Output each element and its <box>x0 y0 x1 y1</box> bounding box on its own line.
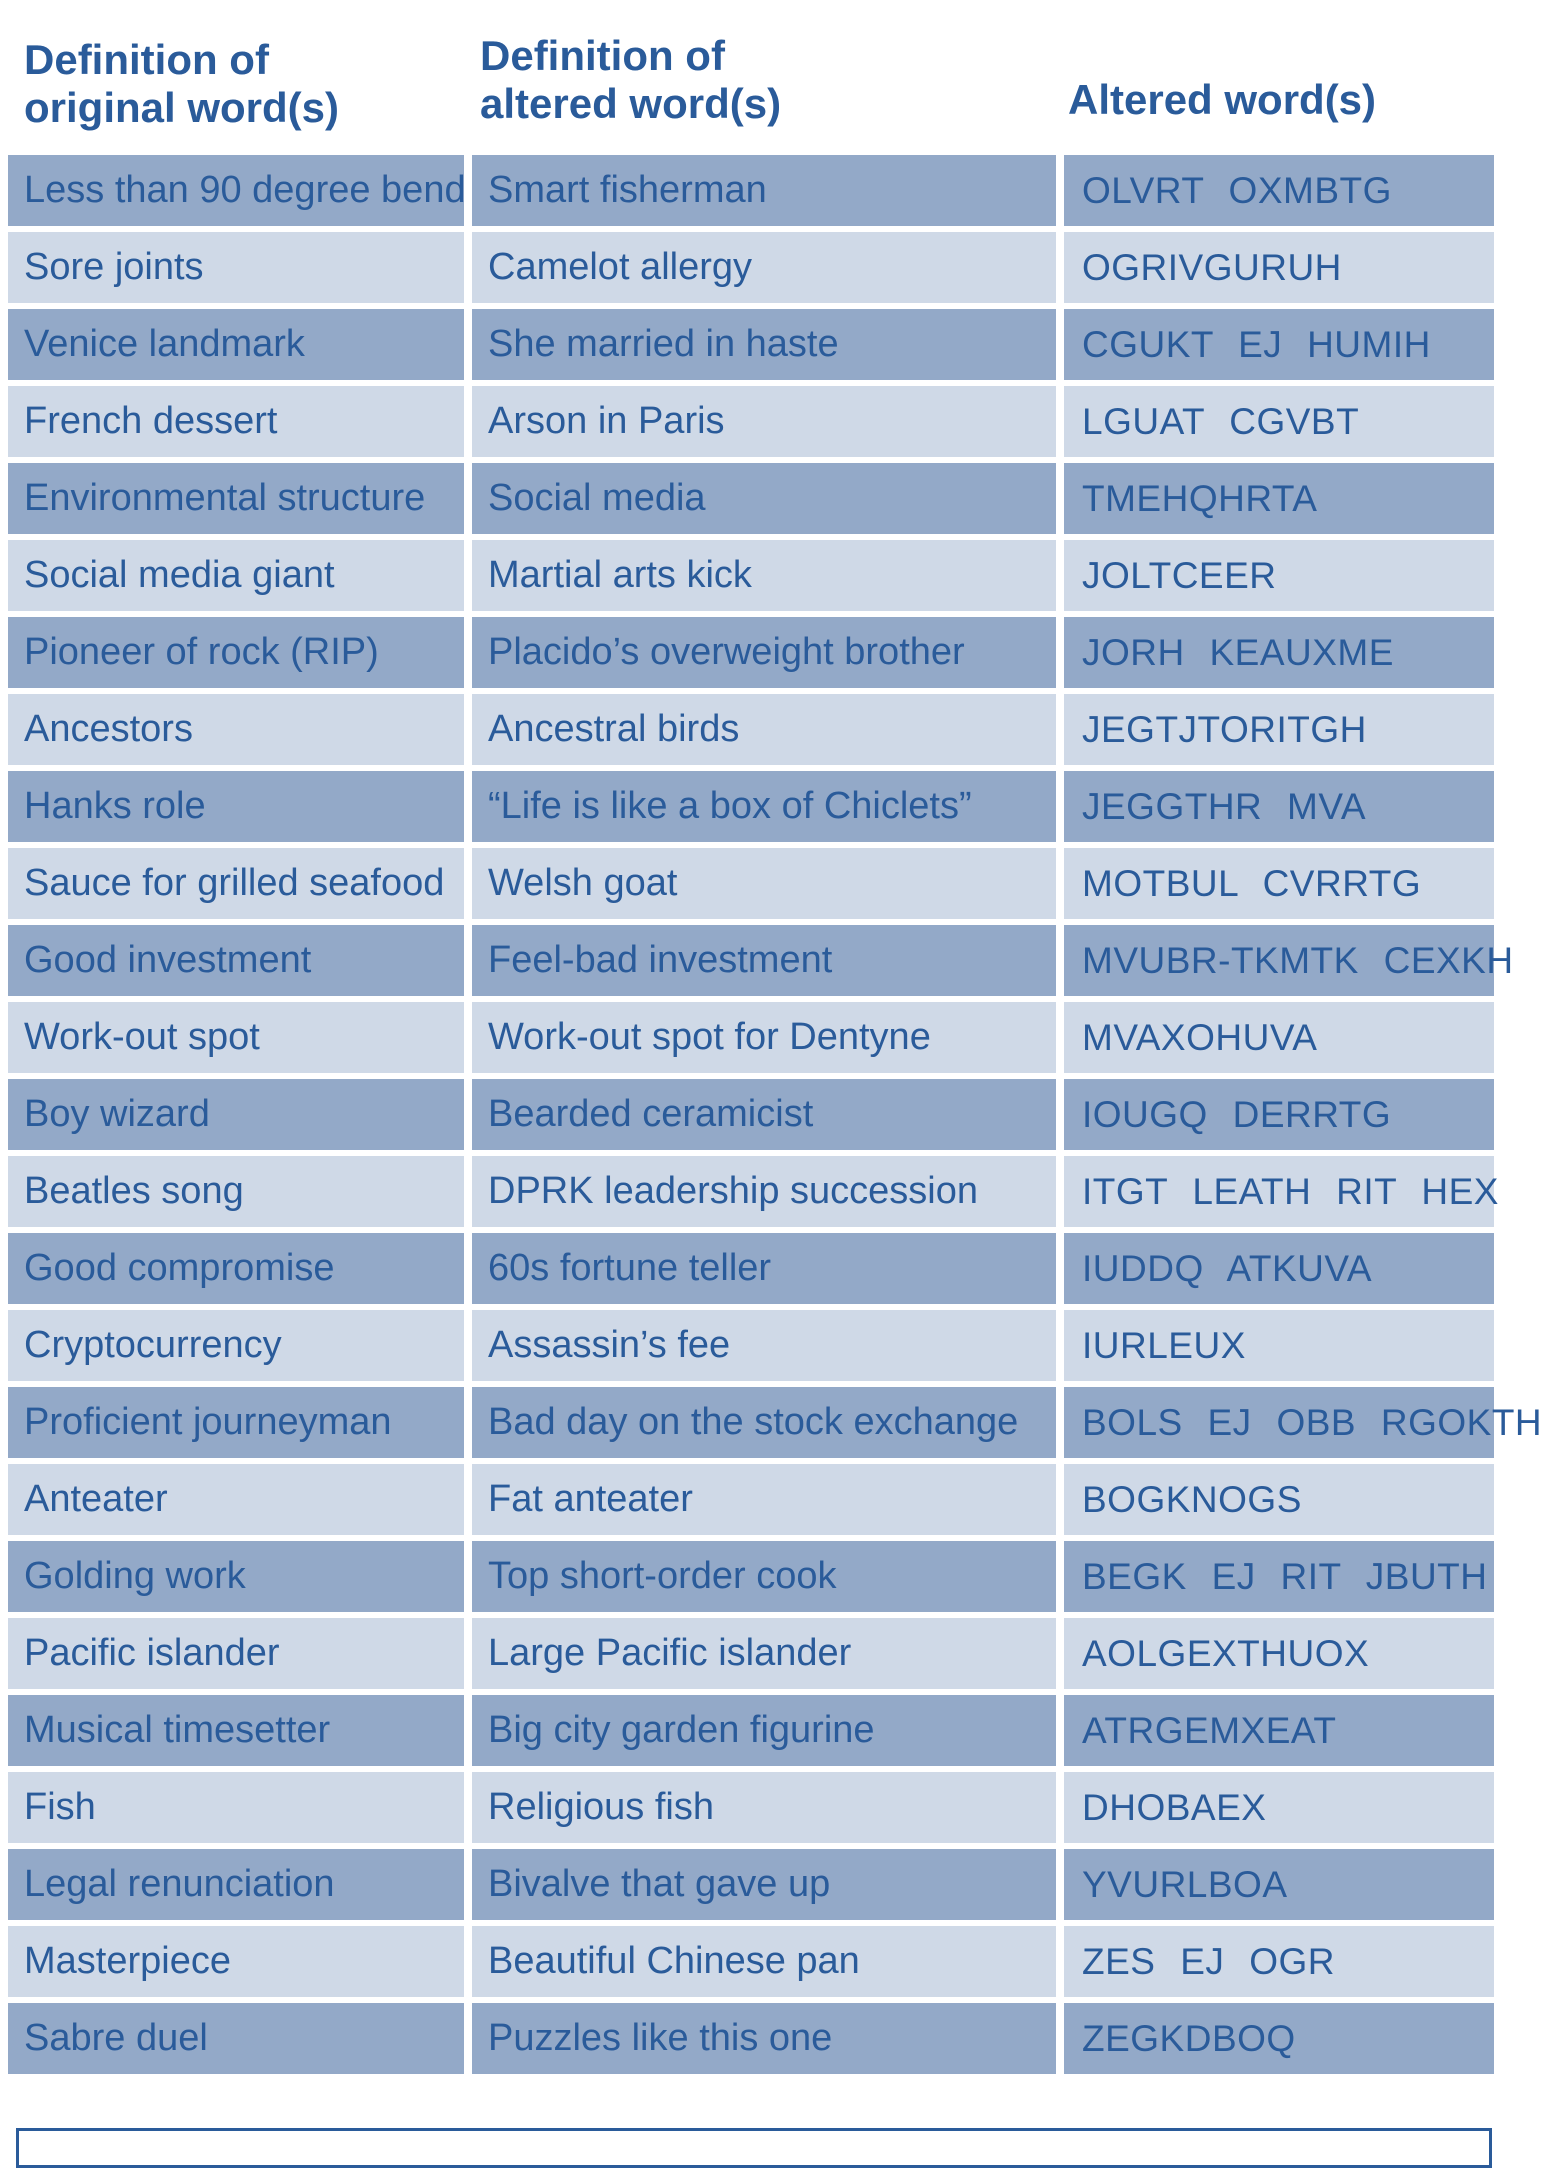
altered-words-cell: OGRIVGURUH <box>1064 232 1494 303</box>
altered-words-cell: IURLEUX <box>1064 1310 1494 1381</box>
altered-definition-cell: Arson in Paris <box>472 386 1056 457</box>
altered-words-cell: ZES EJ OGR <box>1064 1926 1494 1997</box>
original-definition-cell: Venice landmark <box>8 309 464 380</box>
altered-words-cell: OLVRT OXMBTG <box>1064 155 1494 226</box>
altered-words-cell: MOTBUL CVRRTG <box>1064 848 1494 919</box>
altered-words-cell: YVURLBOA <box>1064 1849 1494 1920</box>
altered-words-cell: JEGGTHR MVA <box>1064 771 1494 842</box>
original-definition-cell: Social media giant <box>8 540 464 611</box>
altered-definition-cell: She married in haste <box>472 309 1056 380</box>
altered-words-cell: CGUKT EJ HUMIH <box>1064 309 1494 380</box>
altered-definition-cell: Puzzles like this one <box>472 2003 1056 2074</box>
original-definition-cell: Sore joints <box>8 232 464 303</box>
altered-definition-cell: Martial arts kick <box>472 540 1056 611</box>
altered-definition-cell: DPRK leadership succession <box>472 1156 1056 1227</box>
header-altered-words: Altered word(s) <box>1068 76 1377 123</box>
original-definition-cell: Good compromise <box>8 1233 464 1304</box>
original-definition-cell: Anteater <box>8 1464 464 1535</box>
original-definition-cell: Good investment <box>8 925 464 996</box>
altered-definition-cell: Fat anteater <box>472 1464 1056 1535</box>
altered-words-cell: DHOBAEX <box>1064 1772 1494 1843</box>
altered-definition-cell: Bearded ceramicist <box>472 1079 1056 1150</box>
bottom-frame <box>16 2128 1492 2168</box>
altered-definition-cell: Bad day on the stock exchange <box>472 1387 1056 1458</box>
altered-words-cell: MVUBR-TKMTK CEXKH <box>1064 925 1494 996</box>
original-definition-cell: Boy wizard <box>8 1079 464 1150</box>
altered-definition-cell: Work-out spot for Dentyne <box>472 1002 1056 1073</box>
altered-definition-cell: Beautiful Chinese pan <box>472 1926 1056 1997</box>
altered-words-cell: JOLTCEER <box>1064 540 1494 611</box>
original-definition-cell: Masterpiece <box>8 1926 464 1997</box>
altered-definition-cell: Bivalve that gave up <box>472 1849 1056 1920</box>
header-altered-definition: Definition of altered word(s) <box>480 32 782 127</box>
altered-words-cell: ITGT LEATH RIT HEX <box>1064 1156 1494 1227</box>
original-definition-cell: Pacific islander <box>8 1618 464 1689</box>
altered-definition-cell: Ancestral birds <box>472 694 1056 765</box>
original-definition-cell: Fish <box>8 1772 464 1843</box>
altered-definition-cell: Religious fish <box>472 1772 1056 1843</box>
altered-words-cell: BEGK EJ RIT JBUTH <box>1064 1541 1494 1612</box>
original-definition-cell: Cryptocurrency <box>8 1310 464 1381</box>
original-definition-cell: Legal renunciation <box>8 1849 464 1920</box>
original-definition-cell: Proficient journeyman <box>8 1387 464 1458</box>
altered-words-cell: LGUAT CGVBT <box>1064 386 1494 457</box>
altered-definition-cell: Welsh goat <box>472 848 1056 919</box>
word-table <box>8 155 1542 2074</box>
altered-words-cell: IOUGQ DERRTG <box>1064 1079 1494 1150</box>
altered-definition-cell: 60s fortune teller <box>472 1233 1056 1304</box>
altered-definition-cell: “Life is like a box of Chiclets” <box>472 771 1056 842</box>
altered-words-cell: JEGTJTORITGH <box>1064 694 1494 765</box>
altered-words-cell: TMEHQHRTA <box>1064 463 1494 534</box>
original-definition-cell: Sabre duel <box>8 2003 464 2074</box>
altered-definition-cell: Placido’s overweight brother <box>472 617 1056 688</box>
original-definition-cell: Pioneer of rock (RIP) <box>8 617 464 688</box>
altered-definition-cell: Feel-bad investment <box>472 925 1056 996</box>
table-header <box>0 30 1505 140</box>
altered-words-cell: AOLGEXTHUOX <box>1064 1618 1494 1689</box>
original-definition-cell: Sauce for grilled seafood <box>8 848 464 919</box>
original-definition-cell: Musical timesetter <box>8 1695 464 1766</box>
original-definition-cell: Ancestors <box>8 694 464 765</box>
altered-words-cell: BOLS EJ OBB RGOKTH <box>1064 1387 1494 1458</box>
altered-definition-cell: Camelot allergy <box>472 232 1056 303</box>
altered-words-cell: BOGKNOGS <box>1064 1464 1494 1535</box>
altered-definition-cell: Smart fisherman <box>472 155 1056 226</box>
altered-definition-cell: Assassin’s fee <box>472 1310 1056 1381</box>
altered-words-cell: MVAXOHUVA <box>1064 1002 1494 1073</box>
altered-words-cell: ATRGEMXEAT <box>1064 1695 1494 1766</box>
altered-definition-cell: Top short-order cook <box>472 1541 1056 1612</box>
original-definition-cell: Golding work <box>8 1541 464 1612</box>
altered-definition-cell: Social media <box>472 463 1056 534</box>
original-definition-cell: Hanks role <box>8 771 464 842</box>
altered-words-cell: ZEGKDBOQ <box>1064 2003 1494 2074</box>
altered-definition-cell: Big city garden figurine <box>472 1695 1056 1766</box>
original-definition-cell: Environmental structure <box>8 463 464 534</box>
altered-definition-cell: Large Pacific islander <box>472 1618 1056 1689</box>
header-original-definition: Definition of original word(s) <box>24 36 339 131</box>
original-definition-cell: Beatles song <box>8 1156 464 1227</box>
original-definition-cell: Less than 90 degree bend <box>8 155 464 226</box>
original-definition-cell: Work-out spot <box>8 1002 464 1073</box>
altered-words-cell: JORH KEAUXME <box>1064 617 1494 688</box>
original-definition-cell: French dessert <box>8 386 464 457</box>
altered-words-cell: IUDDQ ATKUVA <box>1064 1233 1494 1304</box>
